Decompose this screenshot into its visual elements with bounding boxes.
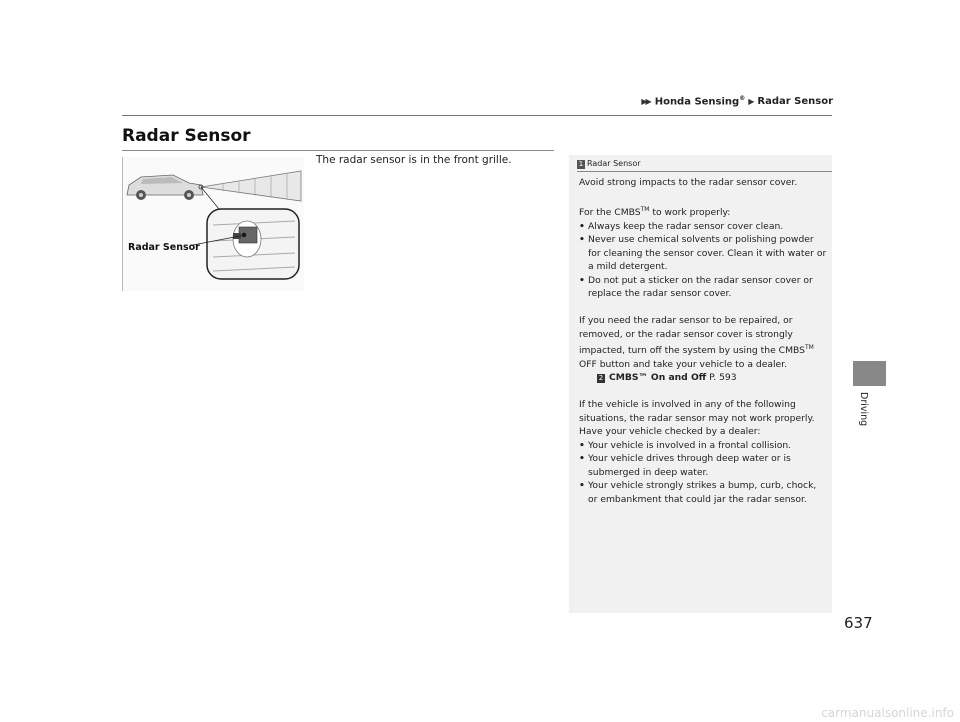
page-number: 637 [844, 614, 873, 632]
note-divider [577, 171, 832, 172]
cross-reference-icon: 2 [598, 374, 604, 383]
list-item: • Always keep the radar sensor cover clean. [579, 220, 827, 234]
cross-reference-link[interactable]: 2 CMBS™ On and Off P. 593 [598, 372, 737, 384]
page-title: Radar Sensor [122, 126, 251, 146]
list-item: • Do not put a sticker on the radar sensor cover or replace the radar sensor cover. [579, 274, 827, 301]
note-paragraph: If you need the radar sensor to be repaired, or removed, or the radar sensor cover is strongly impacted, turn off the system by using the CMBS™ OFF button and take your vehicle to a dealer. [579, 315, 814, 370]
note-bullet-list [579, 439, 827, 507]
radar-beam [201, 171, 301, 201]
note-box [569, 155, 832, 613]
note-paragraph: Avoid strong impacts to the radar sensor cover. [579, 177, 798, 188]
list-item: • Your vehicle strongly strikes a bump, curb, chock, or embankment that could jar the radar sensor. [579, 479, 827, 506]
breadcrumb [641, 95, 833, 107]
note-paragraph: If the vehicle is involved in any of the following situations, the radar sensor may not work properly. Have your vehicle checked by a dealer: [579, 399, 815, 438]
note-heading [577, 159, 641, 169]
note-heading-text: Radar Sensor [587, 159, 641, 168]
note-ref-icon: 1 [578, 160, 584, 168]
note-bullet-list [579, 220, 827, 301]
grille-detail [207, 209, 299, 279]
note-paragraph: For the CMBS™ to work properly: [579, 206, 731, 219]
arrow-icon: ▶ [748, 96, 753, 106]
breadcrumb-item-honda-sensing[interactable]: Honda Sensing® [654, 95, 746, 108]
car-icon [127, 175, 203, 200]
note-body [579, 176, 827, 506]
watermark: carmanualsonline.info [821, 706, 954, 720]
chapter-label: Driving [858, 392, 869, 427]
breadcrumb-item-radar-sensor[interactable]: Radar Sensor [757, 95, 833, 107]
figure-label: Radar Sensor [128, 242, 200, 253]
double-arrow-icon: ▶▶ [641, 96, 650, 106]
intro-text: The radar sensor is in the front grille. [316, 154, 512, 166]
list-item: • Your vehicle drives through deep water or is submerged in deep water. [579, 452, 827, 479]
title-divider [122, 150, 554, 151]
list-item: • Your vehicle is involved in a frontal collision. [579, 439, 827, 453]
list-item: • Never use chemical solvents or polishing powder for cleaning the sensor cover. Clean it with water or a mild detergent. [579, 233, 827, 274]
chapter-tab[interactable] [853, 361, 886, 386]
radar-sensor-illustration [122, 157, 304, 291]
header-divider [122, 115, 832, 116]
